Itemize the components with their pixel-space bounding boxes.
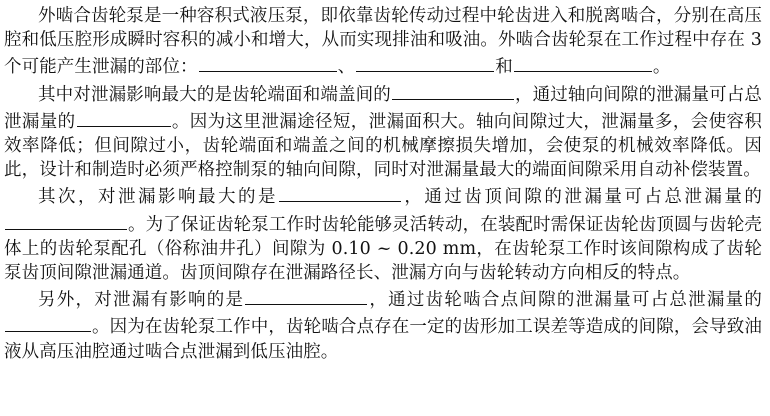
paragraph-4-text-c: 。因为在齿轮泵工作中，齿轮啮合点存在一定的齿形加工误差等造成的间隙，会导致油液从高压油腔通过啮合点泄漏到低压油腔。	[4, 317, 762, 362]
blank-tip-clearance-name[interactable]	[279, 182, 401, 202]
paragraph-1-text-b: 、	[337, 57, 356, 78]
paragraph-2-axial-clearance	[4, 80, 762, 183]
paragraph-1-text-c: 和	[495, 57, 513, 78]
blank-mesh-clearance-name[interactable]	[245, 285, 367, 305]
paragraph-4-text-b: ，通过齿轮啮合点间隙的泄漏量可占总泄漏量的	[368, 290, 762, 311]
paragraph-2-text-a: 其中对泄漏影响最大的是齿轮端面和端盖间的	[38, 84, 391, 105]
paragraph-4-mesh-clearance	[4, 285, 762, 364]
blank-axial-clearance-name[interactable]	[392, 80, 514, 100]
blank-leak-location-1[interactable]	[199, 52, 337, 72]
blank-tip-leak-percent[interactable]	[5, 210, 127, 230]
paragraph-2-text-b: ，通过轴向间隙的泄漏量可占总泄漏量的	[4, 84, 762, 132]
paragraph-3-text-c: 。为了保证齿轮泵工作时齿轮能够灵活转动，在装配时需保证齿轮齿顶圆与齿轮壳体上的齿轮泵配孔（俗称油井孔）间隙为 0.10 ~ 0.20 mm，在齿轮泵工作时该间隙构成了齿轮泵齿顶间隙泄漏通道。齿顶间隙存在泄漏路径长、泄漏方向与齿轮转动方向相反的特点。	[4, 214, 762, 284]
blank-mesh-leak-percent[interactable]	[5, 312, 91, 332]
paragraph-4-text-a: 另外，对泄漏有影响的是	[38, 290, 245, 311]
paragraph-1-text-a: 外啮合齿轮泵是一种容积式液压泵，即依靠齿轮传动过程中轮齿进入和脱离啮合，分别在高压腔和低压腔形成瞬时容积的减小和增大，从而实现排油和吸油。外啮合齿轮泵在工作过程中存在 3 个可能产生泄漏的部位：	[4, 6, 762, 78]
paragraph-2-text-c: 。因为这里泄漏途径短，泄漏面积大。轴向间隙过大，泄漏量多，会使容积效率降低；但间隙过小，齿轮端面和端盖之间的机械摩擦损失增加，会使泵的机械效率降低。因此，设计和制造时必须严格控制泵的轴向间隙，同时对泄漏量最大的端面间隙采用自动补偿装置。	[4, 111, 762, 181]
paragraph-3-text-b: ，通过齿顶间隙的泄漏量可占总泄漏量的	[402, 187, 762, 208]
blank-leak-location-3[interactable]	[514, 52, 652, 72]
paragraph-1-text-d: 。	[652, 57, 671, 78]
blank-leak-location-2[interactable]	[356, 52, 494, 72]
paragraph-3-text-a: 其次，对泄漏影响最大的是	[38, 187, 278, 208]
paragraph-3-tip-clearance	[4, 182, 762, 285]
paragraph-1-pump-principle	[4, 4, 762, 80]
blank-axial-leak-percent[interactable]	[77, 107, 171, 127]
